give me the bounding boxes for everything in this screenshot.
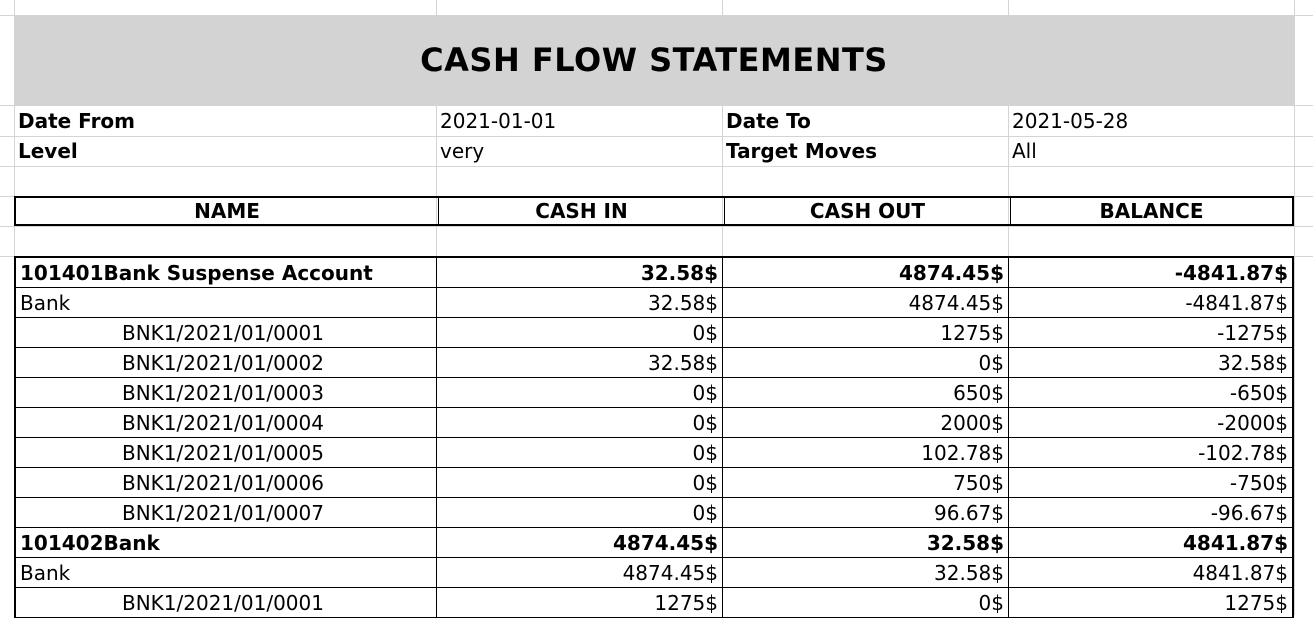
table-row[interactable] [14,288,1294,318]
row-cash-in-cell[interactable]: 0$ [436,498,722,528]
row-cash-in-cell[interactable]: 32.58$ [436,258,722,288]
date-from-label: Date From [18,109,136,133]
row-name-cell[interactable]: BNK1/2021/01/0004 [14,408,436,438]
row-balance-cell[interactable]: -2000$ [1008,408,1294,438]
row-cash-in-cell[interactable]: 32.58$ [436,348,722,378]
table-header [14,196,1294,226]
row-balance-cell[interactable]: -102.78$ [1008,438,1294,468]
row-name-cell[interactable]: 101402Bank [14,528,436,558]
date-to-label: Date To [726,109,811,133]
row-cash-in-cell[interactable]: 0$ [436,408,722,438]
cash-flow-table [14,256,1294,615]
row-balance-cell[interactable]: -750$ [1008,468,1294,498]
level-value[interactable]: very [440,139,485,163]
row-name-cell[interactable]: BNK1/2021/01/0007 [14,498,436,528]
row-name-cell[interactable]: BNK1/2021/01/0005 [14,438,436,468]
row-cash-in-cell[interactable]: 0$ [436,378,722,408]
row-balance-cell[interactable]: -96.67$ [1008,498,1294,528]
row-name-cell[interactable]: BNK1/2021/01/0001 [14,588,436,618]
column-header-cash-out[interactable]: CASH OUT [724,196,1010,226]
row-cash-out-cell[interactable]: 4874.45$ [722,288,1008,318]
row-cash-in-cell[interactable]: 4874.45$ [436,528,722,558]
target-moves-value[interactable]: All [1012,139,1037,163]
table-row[interactable] [14,588,1294,618]
row-name-cell[interactable]: Bank [14,288,436,318]
row-cash-in-cell[interactable]: 0$ [436,438,722,468]
table-row[interactable] [14,258,1294,288]
table-row[interactable] [14,378,1294,408]
target-moves-label: Target Moves [726,139,877,163]
row-balance-cell[interactable]: 32.58$ [1008,348,1294,378]
row-cash-out-cell[interactable]: 1275$ [722,318,1008,348]
column-header-name[interactable]: NAME [194,199,260,223]
row-cash-out-cell[interactable]: 650$ [722,378,1008,408]
row-name-cell[interactable]: BNK1/2021/01/0006 [14,468,436,498]
column-header-balance[interactable]: BALANCE [1010,196,1292,226]
date-to-value[interactable]: 2021-05-28 [1012,109,1129,133]
row-cash-out-cell[interactable]: 2000$ [722,408,1008,438]
row-cash-out-cell[interactable]: 750$ [722,468,1008,498]
row-name-cell[interactable]: BNK1/2021/01/0001 [14,318,436,348]
row-cash-in-cell[interactable]: 4874.45$ [436,558,722,588]
row-cash-out-cell[interactable]: 102.78$ [722,438,1008,468]
table-row[interactable] [14,498,1294,528]
row-balance-cell[interactable]: 4841.87$ [1008,528,1294,558]
row-cash-in-cell[interactable]: 1275$ [436,588,722,618]
level-label: Level [18,139,78,163]
row-name-cell[interactable]: 101401Bank Suspense Account [14,258,436,288]
row-balance-cell[interactable]: 1275$ [1008,588,1294,618]
row-cash-out-cell[interactable]: 32.58$ [722,528,1008,558]
row-name-cell[interactable]: Bank [14,558,436,588]
table-row[interactable] [14,438,1294,468]
row-cash-out-cell[interactable]: 0$ [722,588,1008,618]
row-name-cell[interactable]: BNK1/2021/01/0003 [14,378,436,408]
table-row[interactable] [14,528,1294,558]
table-row[interactable] [14,348,1294,378]
row-cash-in-cell[interactable]: 0$ [436,468,722,498]
table-row[interactable] [14,318,1294,348]
table-row[interactable] [14,468,1294,498]
row-cash-out-cell[interactable]: 0$ [722,348,1008,378]
row-balance-cell[interactable]: -650$ [1008,378,1294,408]
report-title: CASH FLOW STATEMENTS [14,15,1294,105]
row-cash-in-cell[interactable]: 0$ [436,318,722,348]
row-balance-cell[interactable]: -1275$ [1008,318,1294,348]
row-name-cell[interactable]: BNK1/2021/01/0002 [14,348,436,378]
date-from-value[interactable]: 2021-01-01 [440,109,557,133]
row-balance-cell[interactable]: 4841.87$ [1008,558,1294,588]
row-cash-out-cell[interactable]: 96.67$ [722,498,1008,528]
row-balance-cell[interactable]: -4841.87$ [1008,288,1294,318]
row-balance-cell[interactable]: -4841.87$ [1008,258,1294,288]
row-cash-out-cell[interactable]: 4874.45$ [722,258,1008,288]
column-header-cash-in[interactable]: CASH IN [438,196,724,226]
row-cash-in-cell[interactable]: 32.58$ [436,288,722,318]
row-cash-out-cell[interactable]: 32.58$ [722,558,1008,588]
table-row[interactable] [14,408,1294,438]
table-row[interactable] [14,558,1294,588]
